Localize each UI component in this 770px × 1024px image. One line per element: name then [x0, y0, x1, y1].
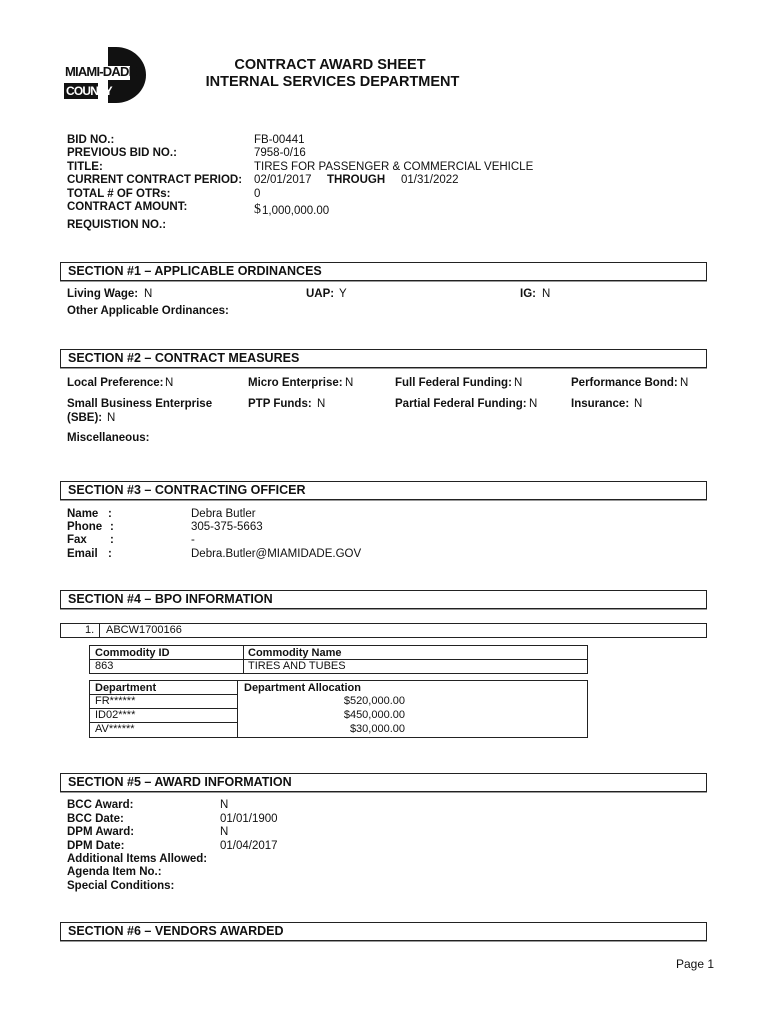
bpo-row-number: 1.	[85, 624, 95, 636]
bcc-award-value: N	[220, 799, 229, 811]
contract-amount-value: 1,000,000.00	[262, 205, 330, 217]
allocation-table-divider	[237, 681, 238, 737]
bpo-row	[60, 623, 707, 638]
local-preference-value: N	[165, 377, 174, 389]
allocation-amount: $30,000.00	[349, 723, 405, 735]
contract-period-label: CURRENT CONTRACT PERIOD:	[67, 174, 243, 186]
full-federal-funding-label: Full Federal Funding:	[395, 377, 512, 389]
sbe-label-line2: (SBE):	[67, 412, 103, 424]
previous-bid-label: PREVIOUS BID NO.:	[67, 147, 177, 159]
officer-fax-value: -	[191, 534, 195, 546]
officer-phone-value: 305-375-5663	[191, 521, 263, 533]
bcc-date-label: BCC Date:	[67, 813, 124, 825]
ig-value: N	[542, 288, 551, 300]
logo-text-county: COUNTY	[66, 84, 112, 98]
miscellaneous-label: Miscellaneous:	[67, 432, 150, 444]
page-subtitle: INTERNAL SERVICES DEPARTMENT	[205, 74, 460, 90]
total-otrs-label: TOTAL # OF OTRs:	[67, 188, 171, 200]
bcc-award-label: BCC Award:	[67, 799, 134, 811]
total-otrs-value: 0	[254, 188, 261, 200]
agenda-item-label: Agenda Item No.:	[67, 866, 162, 878]
title-label: TITLE:	[67, 161, 103, 173]
insurance-label: Insurance:	[571, 398, 630, 410]
through-label: THROUGH	[327, 174, 386, 186]
dpm-date-value: 01/04/2017	[220, 840, 278, 852]
section-1-title: SECTION #1 – APPLICABLE ORDINANCES	[68, 264, 322, 278]
previous-bid-value: 7958-0/16	[254, 147, 306, 159]
contract-period-end: 01/31/2022	[401, 174, 459, 186]
additional-items-label: Additional Items Allowed:	[67, 853, 208, 865]
insurance-value: N	[634, 398, 643, 410]
section-5-title: SECTION #5 – AWARD INFORMATION	[68, 775, 292, 789]
title-value: TIRES FOR PASSENGER & COMMERCIAL VEHICLE	[254, 161, 534, 173]
officer-name-value: Debra Butler	[191, 508, 256, 520]
bpo-row-divider	[99, 624, 100, 637]
section-6-header	[60, 922, 707, 941]
commodity-name: TIRES AND TUBES	[248, 660, 346, 672]
dpm-award-label: DPM Award:	[67, 826, 135, 838]
section-4-title: SECTION #4 – BPO INFORMATION	[68, 592, 273, 606]
officer-phone-colon: :	[110, 521, 114, 533]
officer-phone-label: Phone	[67, 521, 103, 533]
other-ordinances-label: Other Applicable Ordinances:	[67, 305, 229, 317]
bid-no-value: FB-00441	[254, 134, 305, 146]
requisition-label: REQUISTION NO.:	[67, 219, 167, 231]
officer-fax-colon: :	[110, 534, 114, 546]
bid-no-label: BID NO.:	[67, 134, 115, 146]
performance-bond-value: N	[680, 377, 689, 389]
logo-text-miami-dade: MIAMI-DADE	[65, 64, 137, 79]
commodity-id: 863	[95, 660, 114, 672]
full-federal-funding-value: N	[514, 377, 523, 389]
section-1-header	[60, 262, 707, 281]
allocation-table	[89, 680, 588, 738]
department-header: Department	[95, 682, 157, 694]
contract-amount-label: CONTRACT AMOUNT:	[67, 201, 188, 213]
section-2-header	[60, 349, 707, 368]
local-preference-label: Local Preference:	[67, 377, 164, 389]
sbe-value: N	[107, 412, 116, 424]
officer-name-label: Name	[67, 508, 99, 520]
officer-fax-label: Fax	[67, 534, 87, 546]
officer-email-label: Email	[67, 548, 98, 560]
partial-federal-funding-value: N	[529, 398, 538, 410]
partial-federal-funding-label: Partial Federal Funding:	[395, 398, 527, 410]
commodity-name-header: Commodity Name	[248, 647, 342, 659]
special-conditions-label: Special Conditions:	[67, 880, 175, 892]
bcc-date-value: 01/01/1900	[220, 813, 278, 825]
uap-value: Y	[339, 288, 347, 300]
section-2-title: SECTION #2 – CONTRACT MEASURES	[68, 351, 300, 365]
ptp-funds-value: N	[317, 398, 326, 410]
commodity-id-header: Commodity ID	[95, 647, 170, 659]
page-title: CONTRACT AWARD SHEET	[234, 57, 426, 73]
performance-bond-label: Performance Bond:	[571, 377, 678, 389]
ptp-funds-label: PTP Funds:	[248, 398, 312, 410]
officer-name-colon: :	[108, 508, 112, 520]
page-number: Page 1	[676, 957, 715, 971]
section-4-header	[60, 590, 707, 609]
officer-email-colon: :	[108, 548, 112, 560]
micro-enterprise-label: Micro Enterprise:	[248, 377, 343, 389]
allocation-department: FR******	[95, 695, 136, 707]
living-wage-value: N	[144, 288, 153, 300]
allocation-amount: $450,000.00	[343, 709, 405, 721]
contract-amount-currency: $	[254, 202, 261, 217]
commodity-table	[89, 645, 588, 674]
allocation-department: ID02****	[95, 709, 136, 721]
allocation-amount: $520,000.00	[343, 695, 405, 707]
uap-label: UAP:	[306, 288, 335, 300]
dpm-award-value: N	[220, 826, 229, 838]
allocation-department: AV******	[95, 723, 135, 735]
commodity-table-divider	[243, 646, 244, 673]
section-3-title: SECTION #3 – CONTRACTING OFFICER	[68, 483, 306, 497]
sbe-label-line1: Small Business Enterprise	[67, 398, 213, 410]
contract-period-start: 02/01/2017	[254, 174, 312, 186]
allocation-header: Department Allocation	[244, 682, 361, 694]
section-6-title: SECTION #6 – VENDORS AWARDED	[68, 924, 284, 938]
dpm-date-label: DPM Date:	[67, 840, 125, 852]
bpo-number: ABCW1700166	[106, 624, 182, 636]
section-5-header	[60, 773, 707, 792]
officer-email-value: Debra.Butler@MIAMIDADE.GOV	[191, 548, 362, 560]
living-wage-label: Living Wage:	[67, 288, 139, 300]
micro-enterprise-value: N	[345, 377, 354, 389]
section-3-header	[60, 481, 707, 500]
ig-label: IG:	[520, 288, 536, 300]
